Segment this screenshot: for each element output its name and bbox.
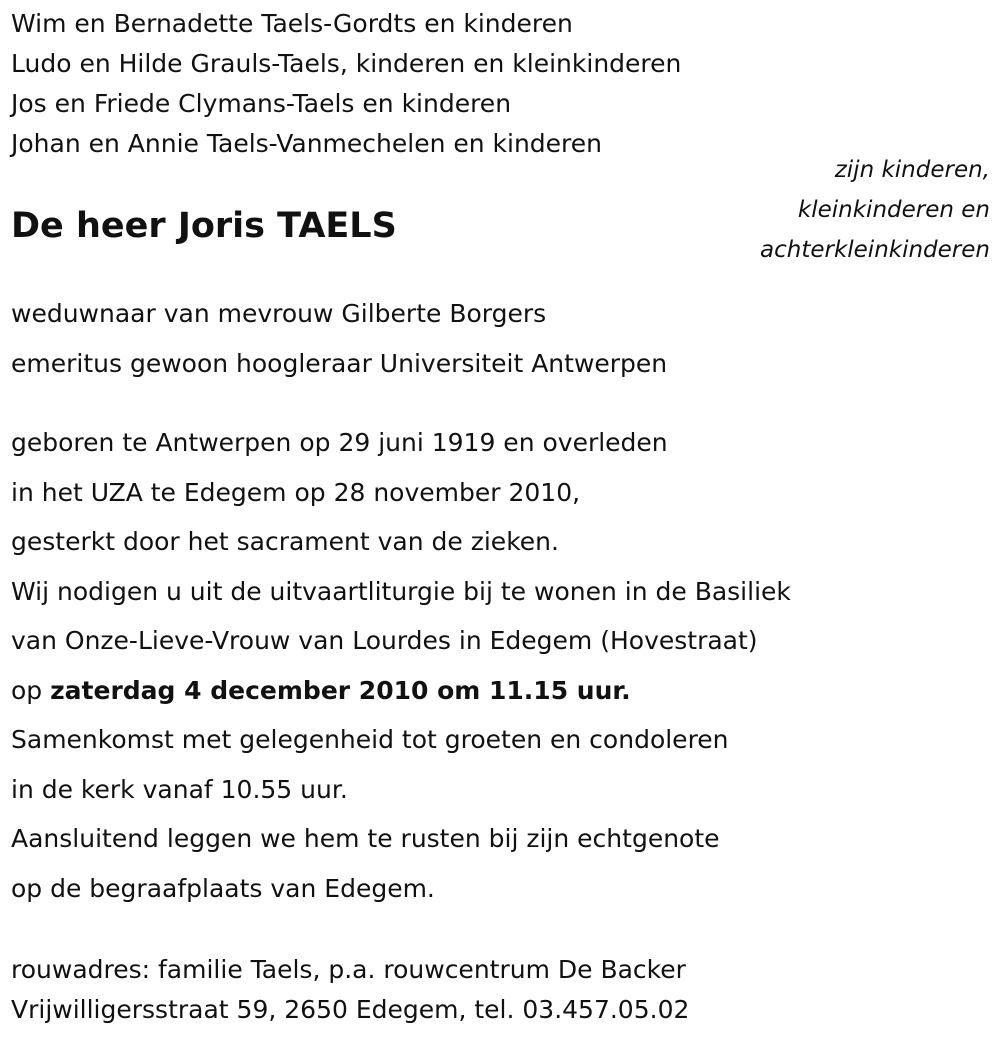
detail-line: gesterkt door het sacrament van de zieken. — [11, 527, 559, 556]
ceremony-date-time: zaterdag 4 december 2010 om 11.15 uur. — [50, 675, 631, 705]
address-line: Vrijwilligersstraat 59, 2650 Edegem, tel. 03.457.05.02 — [11, 995, 690, 1024]
intro — [11, 289, 667, 388]
family-line: Jos en Friede Clymans-Taels en kinderen — [11, 89, 512, 118]
intro-line: emeritus gewoon hoogleraar Universiteit Antwerpen — [11, 348, 668, 378]
detail-line: in de kerk vanaf 10.55 uur. — [11, 774, 348, 804]
detail-line: Wij nodigen u uit de uitvaartliturgie bij te wonen in de Basiliek — [11, 576, 791, 606]
family-line: Wim en Bernadette Taels-Gordts en kinderen — [11, 9, 573, 38]
detail-line: geboren te Antwerpen op 29 juni 1919 en overleden — [11, 428, 668, 457]
ceremony-prefix: op — [11, 675, 51, 705]
mourning-address — [11, 950, 689, 1030]
deceased-name: De heer Joris TAELS — [11, 206, 397, 246]
family-line: Ludo en Hilde Grauls-Taels, kinderen en kleinkinderen — [11, 49, 682, 78]
details — [11, 418, 791, 913]
signoff-line: zijn kinderen, — [834, 157, 990, 183]
family-list — [11, 4, 681, 164]
detail-line: Aansluitend leggen we hem te rusten bij zijn echtgenote — [11, 824, 720, 853]
signoff-line: achterkleinkinderen — [760, 237, 990, 263]
family-line: Johan en Annie Taels-Vanmechelen en kinderen — [11, 129, 603, 158]
detail-line: Samenkomst met gelegenheid tot groeten en condoleren — [11, 725, 729, 754]
intro-line: weduwnaar van mevrouw Gilberte Borgers — [11, 299, 547, 328]
ceremony-line — [11, 666, 791, 716]
detail-line: van Onze-Lieve-Vrouw van Lourdes in Edegem (Hovestraat) — [11, 626, 758, 655]
detail-line: op de begraafplaats van Edegem. — [11, 873, 435, 903]
address-line: rouwadres: familie Taels, p.a. rouwcentrum De Backer — [11, 955, 686, 984]
signoff-line: kleinkinderen en — [797, 197, 990, 223]
detail-line: in het UZA te Edegem op 28 november 2010, — [11, 477, 581, 507]
signoff — [760, 150, 990, 270]
